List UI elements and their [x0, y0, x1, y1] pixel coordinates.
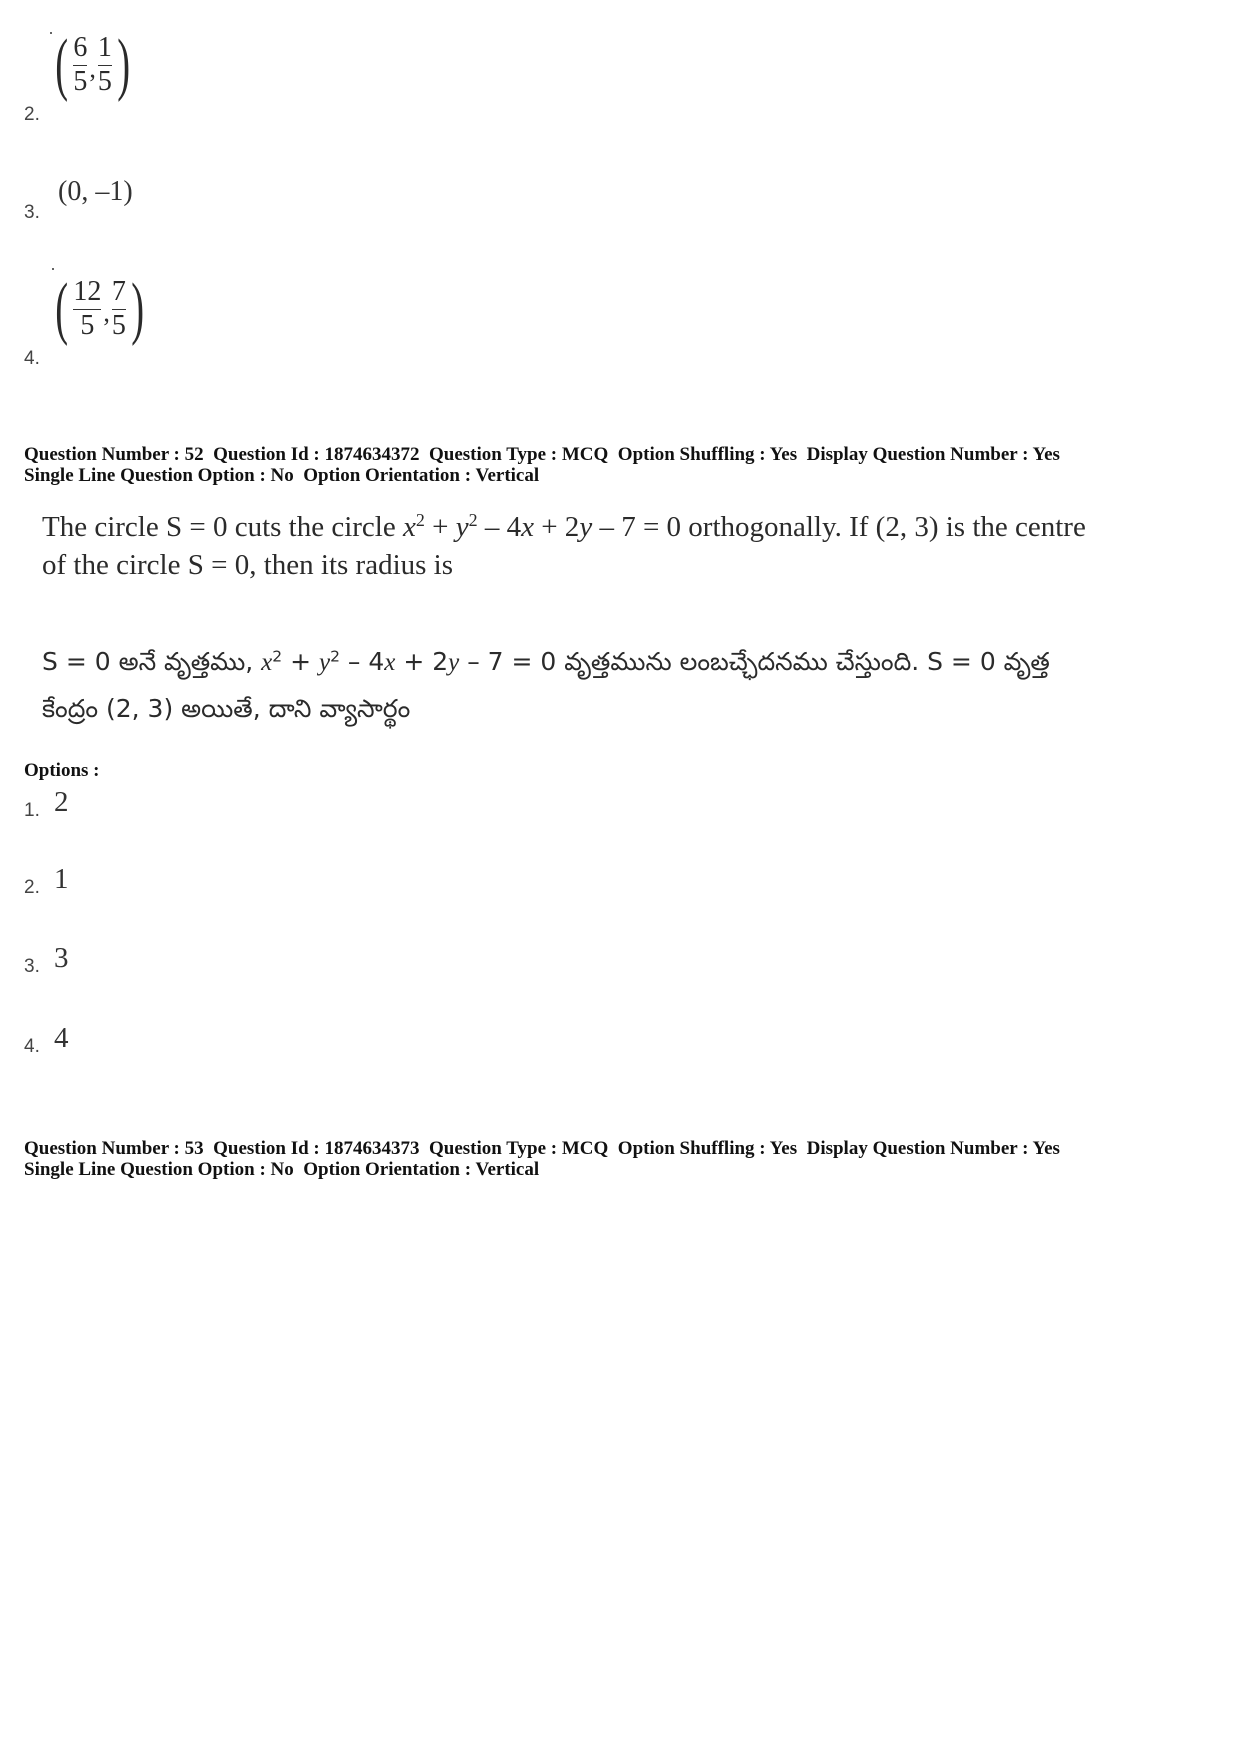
text-segment: +	[424, 511, 456, 543]
var-y: y	[455, 511, 469, 543]
text-segment: S = 0 అనే వృత్తము,	[42, 647, 262, 676]
var-x: x	[384, 649, 396, 676]
numerator: 7	[111, 276, 126, 308]
option-number: 4.	[24, 1036, 40, 1057]
option-number: 3.	[24, 956, 40, 977]
numerator: 12	[73, 276, 102, 308]
question-52-telugu-line-1	[42, 641, 1050, 684]
text-segment: + 2	[395, 647, 449, 676]
exponent: 2	[468, 510, 478, 531]
right-paren: )	[117, 26, 130, 103]
var-y: y	[579, 511, 593, 543]
left-paren: (	[55, 26, 69, 103]
question-52-english-line-2: of the circle S = 0, then its radius is	[42, 549, 453, 581]
var-x: x	[403, 511, 416, 543]
text-segment: – 7 = 0 వృత్తమును లంబచ్ఛేదనము చేస్తుంది. S = 0 వృత్త	[459, 647, 1050, 676]
text-segment: – 4	[339, 647, 385, 676]
denominator: 5	[111, 309, 126, 341]
option-value-4[interactable]: 4	[54, 1022, 69, 1054]
text-segment: +	[282, 647, 319, 676]
var-y: y	[318, 649, 331, 676]
prev-option-value-2	[50, 26, 135, 103]
question-53-meta-line-2: Single Line Question Option : No Option Orientation : Vertical	[24, 1159, 540, 1180]
comma: ,	[103, 298, 110, 327]
fraction	[73, 32, 87, 97]
fraction	[112, 276, 126, 341]
comma: ,	[89, 54, 96, 83]
var-x: x	[521, 511, 534, 543]
option-value-3[interactable]: 3	[54, 942, 69, 974]
numerator: 1	[97, 32, 112, 64]
question-52-meta-line-1: Question Number : 52 Question Id : 1874634372 Question Type : MCQ Option Shuffling : Yes Display Question Number : Yes	[24, 444, 1060, 465]
question-53-meta-line-1: Question Number : 53 Question Id : 1874634373 Question Type : MCQ Option Shuffling : Yes Display Question Number : Yes	[24, 1138, 1060, 1159]
text-segment: + 2	[533, 511, 580, 543]
prev-option-number: 4.	[24, 348, 40, 369]
exponent: 2	[272, 647, 283, 666]
option-number: 1.	[24, 800, 40, 821]
scan-dot	[52, 268, 54, 270]
denominator: 5	[80, 309, 95, 341]
text-segment: The circle S = 0 cuts the circle	[42, 511, 403, 543]
text-segment: – 7 = 0 orthogonally. If (2, 3) is the centre	[592, 511, 1086, 543]
prev-option-value-3: (0, –1)	[58, 176, 133, 207]
text-segment: – 4	[477, 511, 522, 543]
exponent: 2	[415, 510, 425, 531]
option-number: 2.	[24, 877, 40, 898]
exponent: 2	[330, 647, 340, 666]
denominator: 5	[73, 65, 88, 97]
fraction	[98, 32, 112, 97]
prev-option-number: 3.	[24, 202, 40, 223]
fraction	[73, 276, 101, 341]
numerator: 6	[73, 32, 88, 64]
var-y: y	[448, 649, 460, 676]
left-paren: (	[55, 270, 69, 347]
right-paren: )	[131, 270, 144, 347]
options-label: Options :	[24, 760, 100, 781]
question-52-english-line-1	[42, 508, 1086, 546]
option-value-1[interactable]: 2	[54, 786, 69, 818]
prev-option-number: 2.	[24, 104, 40, 125]
denominator: 5	[97, 65, 112, 97]
question-52-meta-line-2: Single Line Question Option : No Option Orientation : Vertical	[24, 465, 540, 486]
question-52-telugu-line-2: కేంద్రం (2, 3) అయితే, దాని వ్యాసార్థం	[42, 694, 411, 723]
option-value-2[interactable]: 1	[54, 863, 69, 895]
prev-option-value-4	[50, 270, 149, 347]
var-x: x	[261, 649, 273, 676]
